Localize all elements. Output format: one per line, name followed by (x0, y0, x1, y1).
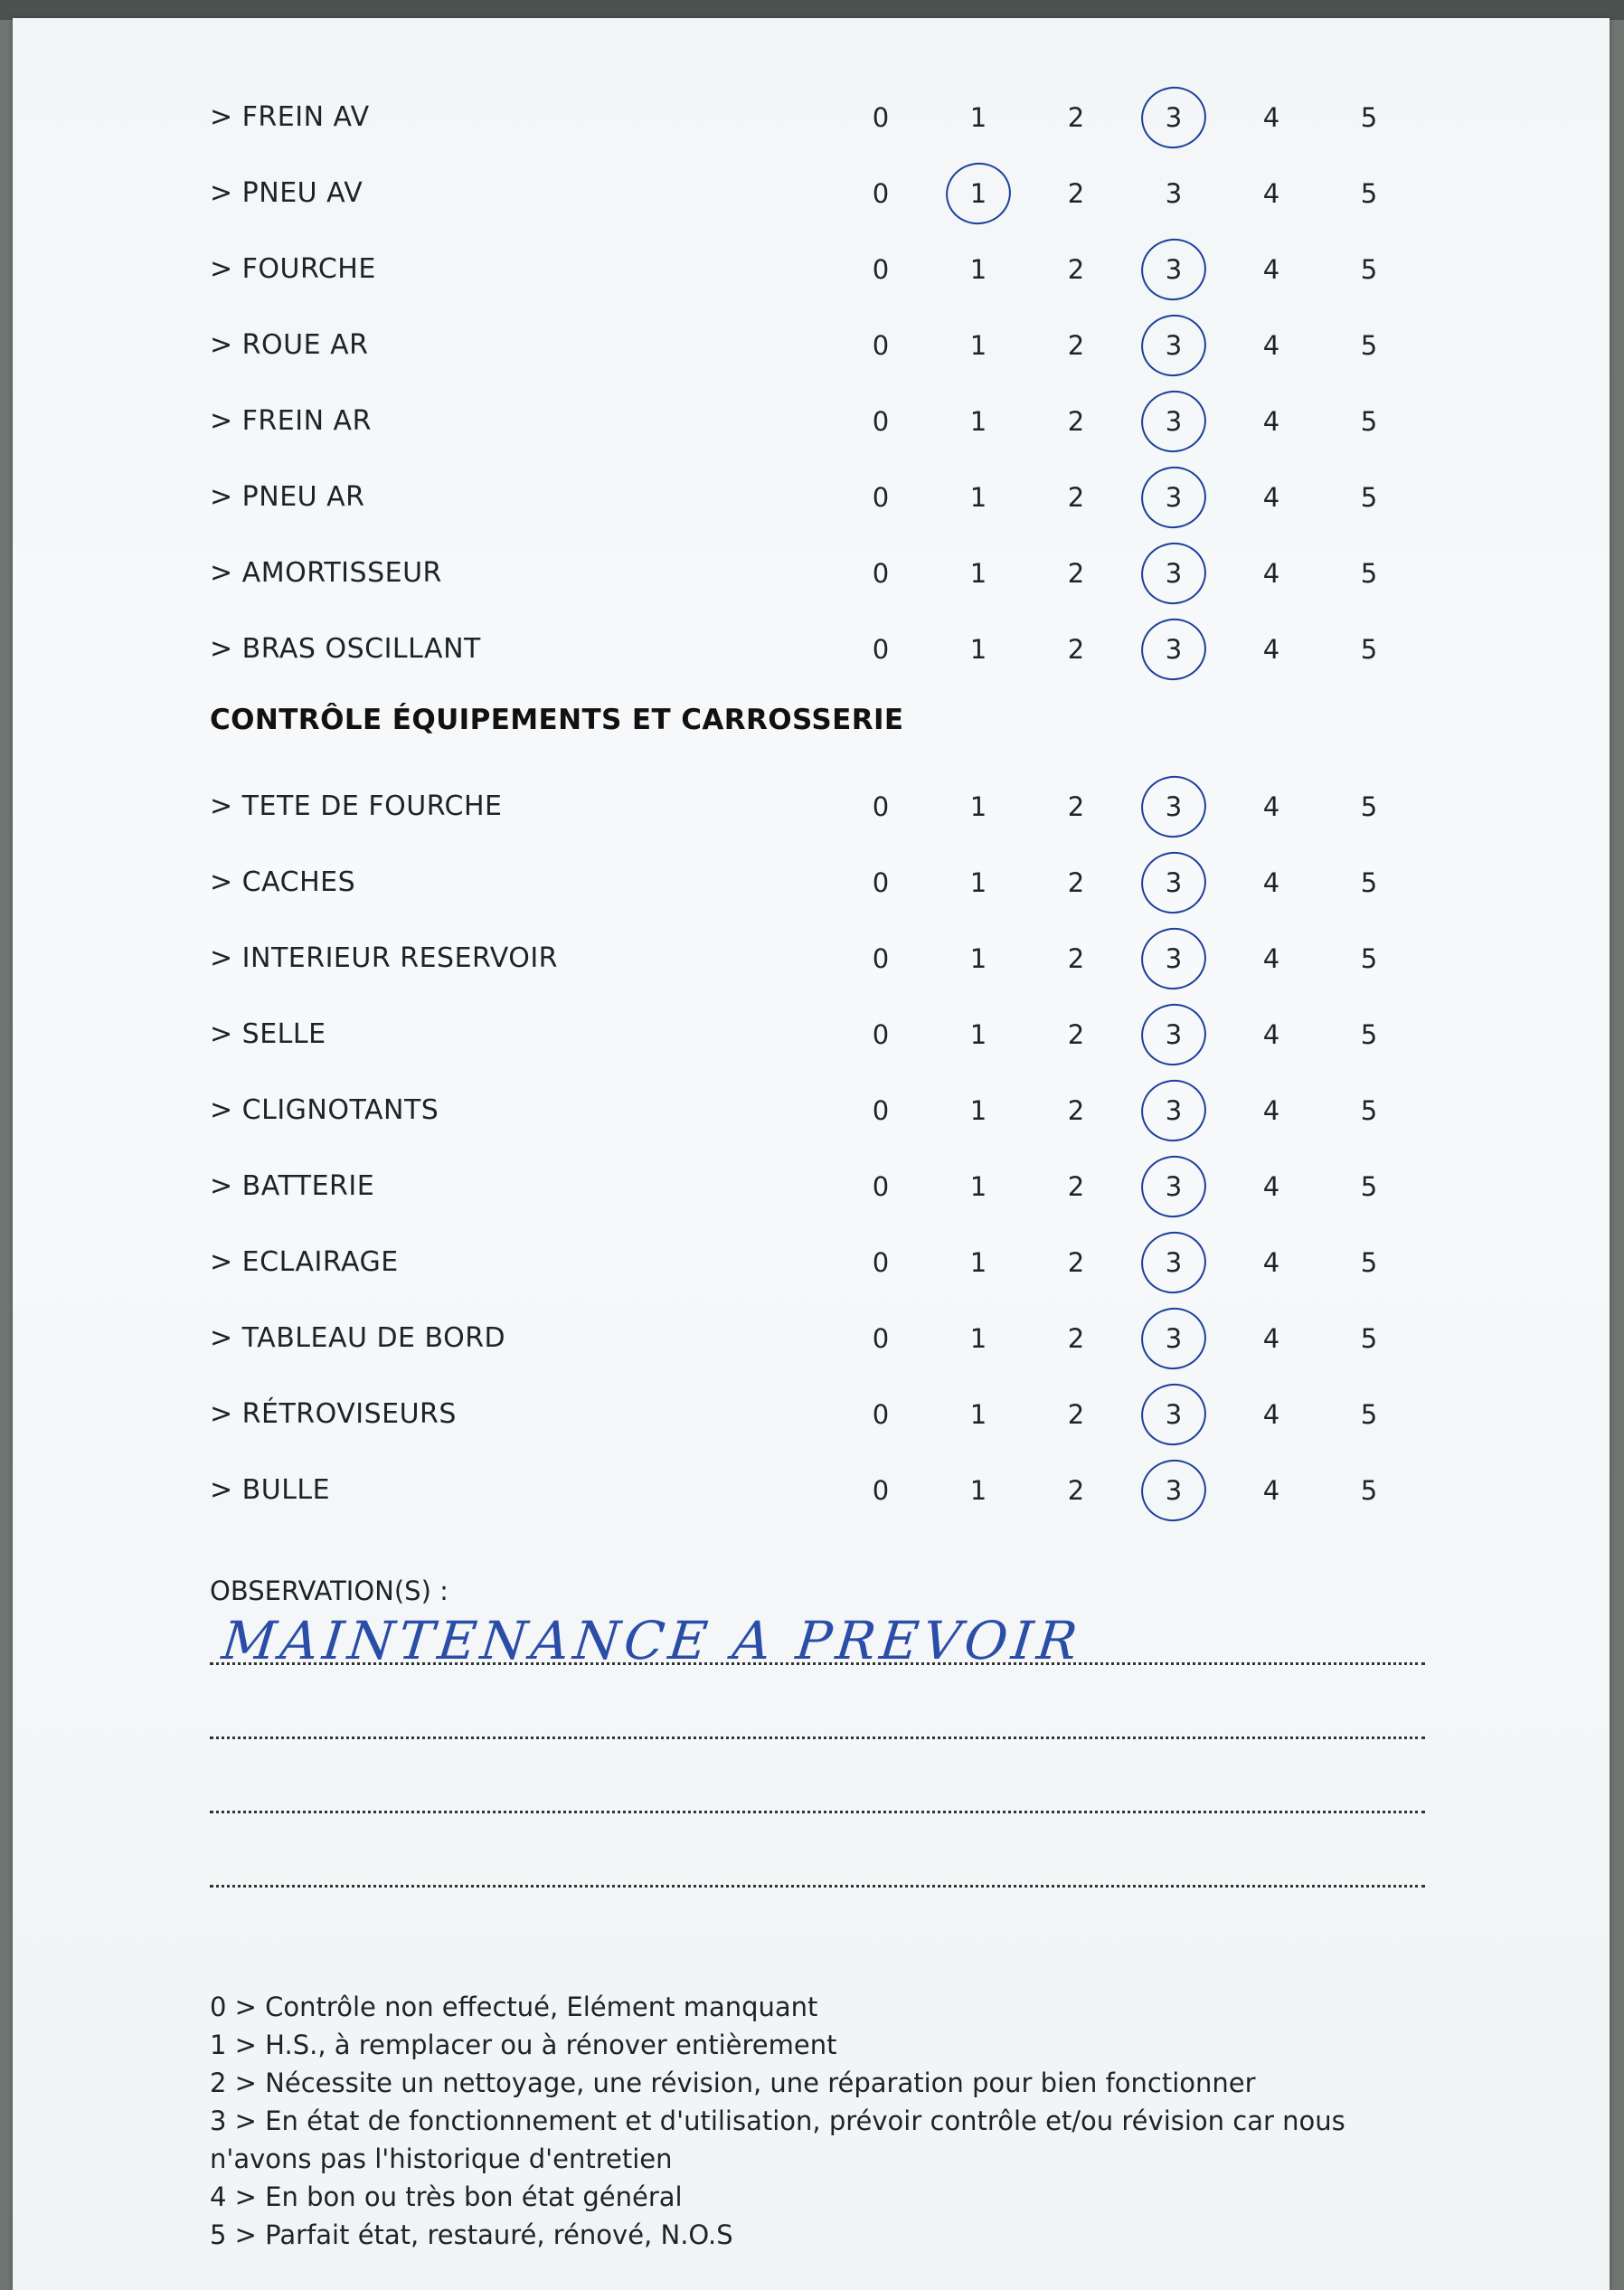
score-0[interactable]: 0 (872, 1475, 890, 1506)
score-5[interactable]: 5 (1360, 254, 1378, 285)
score-0[interactable]: 0 (872, 1095, 890, 1126)
item-label: > TABLEAU DE BORD (210, 1322, 506, 1354)
score-3[interactable]: 3 (1165, 1019, 1183, 1050)
score-1[interactable]: 1 (969, 406, 987, 437)
selected-score-circle (1136, 1074, 1213, 1147)
score-2[interactable]: 2 (1067, 1095, 1085, 1126)
legend-item: 4 > En bon ou très bon état général (210, 2181, 683, 2212)
score-5[interactable]: 5 (1360, 558, 1378, 589)
score-5[interactable]: 5 (1360, 406, 1378, 437)
score-0[interactable]: 0 (872, 634, 890, 665)
checklist-row (13, 470, 1624, 525)
score-4[interactable]: 4 (1262, 1095, 1280, 1126)
score-5[interactable]: 5 (1360, 867, 1378, 898)
selected-score-circle (940, 156, 1017, 230)
score-4[interactable]: 4 (1262, 178, 1280, 209)
score-3[interactable]: 3 (1165, 254, 1183, 285)
score-2[interactable]: 2 (1067, 482, 1085, 513)
score-4[interactable]: 4 (1262, 634, 1280, 665)
legend-item: 1 > H.S., à remplacer ou à rénover entièrement (210, 2030, 837, 2060)
score-2[interactable]: 2 (1067, 791, 1085, 822)
score-3[interactable]: 3 (1165, 1323, 1183, 1354)
score-2[interactable]: 2 (1067, 178, 1085, 209)
score-3[interactable]: 3 (1165, 1399, 1183, 1430)
inspection-sheet (13, 18, 1610, 2290)
score-2[interactable]: 2 (1067, 330, 1085, 361)
score-2[interactable]: 2 (1067, 558, 1085, 589)
score-5[interactable]: 5 (1360, 1171, 1378, 1202)
score-4[interactable]: 4 (1262, 406, 1280, 437)
score-5[interactable]: 5 (1360, 791, 1378, 822)
score-1[interactable]: 1 (969, 1475, 987, 1506)
item-label: > CLIGNOTANTS (210, 1094, 439, 1126)
checklist-row (13, 1159, 1624, 1214)
score-5[interactable]: 5 (1360, 102, 1378, 133)
score-5[interactable]: 5 (1360, 943, 1378, 974)
selected-score-circle (1136, 460, 1213, 534)
rating-legend (210, 1988, 1421, 2254)
score-5[interactable]: 5 (1360, 178, 1378, 209)
score-2[interactable]: 2 (1067, 943, 1085, 974)
score-0[interactable]: 0 (872, 482, 890, 513)
item-label: > FOURCHE (210, 253, 376, 285)
score-5[interactable]: 5 (1360, 1019, 1378, 1050)
checklist-row (13, 1311, 1624, 1366)
score-1[interactable]: 1 (969, 1171, 987, 1202)
selected-score-circle (1136, 612, 1213, 686)
score-2[interactable]: 2 (1067, 254, 1085, 285)
score-2[interactable]: 2 (1067, 634, 1085, 665)
score-0[interactable]: 0 (872, 254, 890, 285)
item-label: > INTERIEUR RESERVOIR (210, 942, 559, 974)
score-4[interactable]: 4 (1262, 1475, 1280, 1506)
observation-line (210, 1736, 1425, 1739)
score-1[interactable]: 1 (969, 1247, 987, 1278)
checklist-row (13, 1387, 1624, 1442)
item-label: > BATTERIE (210, 1170, 375, 1202)
checklist-row (13, 90, 1624, 145)
selected-score-circle (1136, 1377, 1213, 1451)
checklist-row (13, 856, 1624, 910)
score-4[interactable]: 4 (1262, 1247, 1280, 1278)
checklist-row (13, 242, 1624, 297)
score-0[interactable]: 0 (872, 1019, 890, 1050)
item-label: > TETE DE FOURCHE (210, 790, 503, 822)
item-label: > RÉTROVISEURS (210, 1398, 457, 1430)
score-0[interactable]: 0 (872, 102, 890, 133)
selected-score-circle (1136, 998, 1213, 1071)
checklist-row (13, 1235, 1624, 1290)
handwritten-observation: MAINTENANCE A PREVOIR (219, 1610, 1085, 1671)
score-0[interactable]: 0 (872, 558, 890, 589)
score-3[interactable]: 3 (1165, 1475, 1183, 1506)
score-3[interactable]: 3 (1165, 634, 1183, 665)
score-5[interactable]: 5 (1360, 1475, 1378, 1506)
checklist-row (13, 1083, 1624, 1138)
score-5[interactable]: 5 (1360, 634, 1378, 665)
score-5[interactable]: 5 (1360, 1399, 1378, 1430)
score-1[interactable]: 1 (969, 482, 987, 513)
selected-score-circle (1136, 1453, 1213, 1527)
item-label: > PNEU AR (210, 481, 365, 513)
item-label: > PNEU AV (210, 177, 364, 209)
score-3[interactable]: 3 (1165, 1247, 1183, 1278)
checklist-row (13, 166, 1624, 221)
photo-top-edge (0, 0, 1624, 20)
selected-score-circle (1136, 536, 1213, 610)
score-1[interactable]: 1 (969, 791, 987, 822)
selected-score-circle (1136, 770, 1213, 843)
score-2[interactable]: 2 (1067, 1399, 1085, 1430)
score-2[interactable]: 2 (1067, 1475, 1085, 1506)
score-2[interactable]: 2 (1067, 1323, 1085, 1354)
selected-score-circle (1136, 922, 1213, 995)
selected-score-circle (1136, 232, 1213, 306)
score-2[interactable]: 2 (1067, 867, 1085, 898)
score-4[interactable]: 4 (1262, 943, 1280, 974)
item-label: > BULLE (210, 1474, 331, 1506)
score-1[interactable]: 1 (969, 943, 987, 974)
item-label: > SELLE (210, 1018, 326, 1050)
score-5[interactable]: 5 (1360, 1323, 1378, 1354)
observation-line (210, 1662, 1425, 1665)
score-2[interactable]: 2 (1067, 406, 1085, 437)
item-label: > FREIN AV (210, 101, 370, 133)
score-1[interactable]: 1 (969, 330, 987, 361)
item-label: > ECLAIRAGE (210, 1246, 399, 1278)
score-5[interactable]: 5 (1360, 1247, 1378, 1278)
selected-score-circle (1136, 1150, 1213, 1223)
checklist-row (13, 1463, 1624, 1518)
score-0[interactable]: 0 (872, 406, 890, 437)
score-4[interactable]: 4 (1262, 1323, 1280, 1354)
selected-score-circle (1136, 80, 1213, 154)
score-4[interactable]: 4 (1262, 254, 1280, 285)
item-label: > BRAS OSCILLANT (210, 633, 481, 665)
score-0[interactable]: 0 (872, 1247, 890, 1278)
item-label: > FREIN AR (210, 405, 372, 437)
score-3[interactable]: 3 (1165, 178, 1183, 209)
item-label: > AMORTISSEUR (210, 557, 442, 589)
checklist-row (13, 780, 1624, 834)
score-3[interactable]: 3 (1165, 330, 1183, 361)
score-4[interactable]: 4 (1262, 1019, 1280, 1050)
score-3[interactable]: 3 (1165, 482, 1183, 513)
score-3[interactable]: 3 (1165, 558, 1183, 589)
checklist-row (13, 622, 1624, 677)
checklist-row (13, 394, 1624, 449)
item-label: > CACHES (210, 866, 356, 898)
score-1[interactable]: 1 (969, 1019, 987, 1050)
selected-score-circle (1136, 1301, 1213, 1375)
score-3[interactable]: 3 (1165, 943, 1183, 974)
checklist-row (13, 932, 1624, 986)
score-0[interactable]: 0 (872, 1171, 890, 1202)
score-1[interactable]: 1 (969, 1399, 987, 1430)
observations-label: OBSERVATION(S) : (210, 1576, 448, 1606)
score-5[interactable]: 5 (1360, 482, 1378, 513)
score-2[interactable]: 2 (1067, 1171, 1085, 1202)
score-0[interactable]: 0 (872, 1399, 890, 1430)
score-4[interactable]: 4 (1262, 330, 1280, 361)
section-title: CONTRÔLE ÉQUIPEMENTS ET CARROSSERIE (210, 704, 904, 736)
selected-score-circle (1136, 384, 1213, 458)
selected-score-circle (1136, 308, 1213, 382)
score-1[interactable]: 1 (969, 1095, 987, 1126)
score-0[interactable]: 0 (872, 1323, 890, 1354)
score-0[interactable]: 0 (872, 867, 890, 898)
score-3[interactable]: 3 (1165, 406, 1183, 437)
score-4[interactable]: 4 (1262, 558, 1280, 589)
score-2[interactable]: 2 (1067, 1247, 1085, 1278)
score-4[interactable]: 4 (1262, 102, 1280, 133)
score-2[interactable]: 2 (1067, 1019, 1085, 1050)
legend-item: 3 > En état de fonctionnement et d'utilisation, prévoir contrôle et/ou révision car nous n'avons pas l'historique d'entretien (210, 2105, 1345, 2174)
selected-score-circle (1136, 846, 1213, 919)
score-0[interactable]: 0 (872, 178, 890, 209)
item-label: > ROUE AR (210, 329, 369, 361)
score-3[interactable]: 3 (1165, 1095, 1183, 1126)
score-1[interactable]: 1 (969, 634, 987, 665)
observation-line (210, 1885, 1425, 1888)
score-1[interactable]: 1 (969, 558, 987, 589)
score-0[interactable]: 0 (872, 791, 890, 822)
score-3[interactable]: 3 (1165, 102, 1183, 133)
score-1[interactable]: 1 (969, 254, 987, 285)
score-4[interactable]: 4 (1262, 1171, 1280, 1202)
score-3[interactable]: 3 (1165, 1171, 1183, 1202)
legend-item: 5 > Parfait état, restauré, rénové, N.O.S (210, 2219, 733, 2250)
score-1[interactable]: 1 (969, 1323, 987, 1354)
score-4[interactable]: 4 (1262, 482, 1280, 513)
score-1[interactable]: 1 (969, 867, 987, 898)
score-1[interactable]: 1 (969, 178, 987, 209)
score-0[interactable]: 0 (872, 330, 890, 361)
legend-item: 0 > Contrôle non effectué, Elément manquant (210, 1992, 818, 2022)
score-4[interactable]: 4 (1262, 1399, 1280, 1430)
score-3[interactable]: 3 (1165, 867, 1183, 898)
selected-score-circle (1136, 1225, 1213, 1299)
score-5[interactable]: 5 (1360, 1095, 1378, 1126)
score-2[interactable]: 2 (1067, 102, 1085, 133)
score-3[interactable]: 3 (1165, 791, 1183, 822)
checklist-row (13, 318, 1624, 373)
score-1[interactable]: 1 (969, 102, 987, 133)
observation-line (210, 1811, 1425, 1813)
score-0[interactable]: 0 (872, 943, 890, 974)
checklist-row (13, 546, 1624, 601)
checklist-row (13, 1008, 1624, 1062)
score-4[interactable]: 4 (1262, 867, 1280, 898)
legend-item: 2 > Nécessite un nettoyage, une révision, une réparation pour bien fonctionner (210, 2068, 1256, 2098)
score-4[interactable]: 4 (1262, 791, 1280, 822)
score-5[interactable]: 5 (1360, 330, 1378, 361)
